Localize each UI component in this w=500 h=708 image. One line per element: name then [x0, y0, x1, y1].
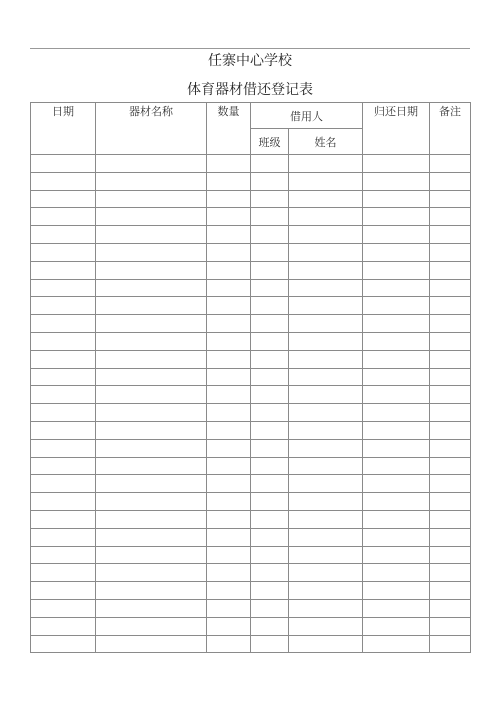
ledger-cell [430, 279, 471, 297]
ledger-cell [363, 243, 430, 261]
ledger-cell [251, 190, 289, 208]
ledger-cell [363, 528, 430, 546]
ledger-row [31, 172, 471, 190]
ledger-cell [207, 350, 251, 368]
ledger-cell [96, 208, 207, 226]
ledger-cell [207, 582, 251, 600]
ledger-cell [31, 582, 96, 600]
ledger-cell [207, 172, 251, 190]
ledger-cell [251, 404, 289, 422]
ledger-cell [363, 582, 430, 600]
ledger-cell [31, 439, 96, 457]
ledger-cell [251, 528, 289, 546]
ledger-cell [363, 457, 430, 475]
ledger-cell [289, 457, 363, 475]
ledger-row [31, 315, 471, 333]
ledger-cell [251, 297, 289, 315]
ledger-cell [430, 172, 471, 190]
ledger-cell [251, 368, 289, 386]
ledger-cell [289, 190, 363, 208]
ledger-cell [207, 617, 251, 635]
ledger-cell [289, 315, 363, 333]
ledger-cell [430, 528, 471, 546]
ledger-cell [363, 279, 430, 297]
col-header-quantity: 数量 [207, 103, 251, 155]
ledger-row [31, 243, 471, 261]
ledger-cell [96, 350, 207, 368]
ledger-cell [289, 279, 363, 297]
ledger-cell [430, 297, 471, 315]
ledger-cell [251, 261, 289, 279]
ledger-cell [363, 421, 430, 439]
ledger-cell [31, 457, 96, 475]
ledger-cell [96, 493, 207, 511]
ledger-cell [207, 493, 251, 511]
ledger-cell [251, 439, 289, 457]
ledger-cell [207, 155, 251, 173]
ledger-cell [289, 599, 363, 617]
ledger-cell [363, 439, 430, 457]
ledger-cell [289, 297, 363, 315]
ledger-cell [31, 350, 96, 368]
ledger-cell [251, 599, 289, 617]
ledger-cell [31, 599, 96, 617]
ledger-cell [289, 546, 363, 564]
ledger-cell [289, 208, 363, 226]
ledger-cell [251, 386, 289, 404]
ledger-row [31, 635, 471, 653]
ledger-cell [430, 386, 471, 404]
ledger-cell [363, 599, 430, 617]
ledger-cell [31, 510, 96, 528]
ledger-cell [251, 546, 289, 564]
ledger-cell [289, 510, 363, 528]
ledger-row [31, 279, 471, 297]
ledger-cell [363, 617, 430, 635]
ledger-cell [96, 510, 207, 528]
ledger-cell [207, 297, 251, 315]
ledger-cell [430, 243, 471, 261]
ledger-cell [430, 510, 471, 528]
ledger-cell [207, 226, 251, 244]
ledger-cell [31, 332, 96, 350]
ledger-cell [251, 421, 289, 439]
ledger-cell [96, 315, 207, 333]
ledger-cell [31, 617, 96, 635]
ledger-cell [96, 635, 207, 653]
ledger-cell [430, 332, 471, 350]
ledger-row [31, 421, 471, 439]
ledger-cell [430, 617, 471, 635]
ledger-cell [96, 368, 207, 386]
ledger-cell [363, 315, 430, 333]
ledger-cell [363, 475, 430, 493]
ledger-cell [207, 208, 251, 226]
ledger-cell [96, 243, 207, 261]
ledger-cell [363, 386, 430, 404]
col-header-remarks: 备注 [430, 103, 471, 155]
ledger-cell [96, 617, 207, 635]
col-header-borrower-name: 姓名 [289, 129, 363, 155]
ledger-cell [289, 243, 363, 261]
ledger-cell [207, 332, 251, 350]
ledger-cell [96, 155, 207, 173]
ledger-cell [96, 404, 207, 422]
ledger-row [31, 261, 471, 279]
ledger-cell [207, 386, 251, 404]
school-name: 任寨中心学校 [208, 53, 292, 69]
ledger-cell [430, 208, 471, 226]
ledger-cell [31, 368, 96, 386]
ledger-cell [207, 528, 251, 546]
ledger-cell [363, 493, 430, 511]
ledger-cell [363, 155, 430, 173]
ledger-cell [207, 279, 251, 297]
ledger-cell [31, 297, 96, 315]
ledger-cell [207, 368, 251, 386]
ledger-cell [430, 155, 471, 173]
ledger-cell [31, 475, 96, 493]
ledger-cell [430, 368, 471, 386]
ledger-cell [251, 510, 289, 528]
ledger-row [31, 386, 471, 404]
ledger-cell [430, 457, 471, 475]
ledger-cell [430, 635, 471, 653]
ledger-row [31, 510, 471, 528]
ledger-cell [289, 155, 363, 173]
ledger-cell [31, 315, 96, 333]
ledger-cell [430, 439, 471, 457]
ledger-cell [363, 510, 430, 528]
ledger-cell [31, 546, 96, 564]
ledger-cell [363, 190, 430, 208]
ledger-cell [96, 439, 207, 457]
ledger-cell [207, 421, 251, 439]
form-title: 体育器材借还登记表 [187, 82, 313, 98]
ledger-row [31, 564, 471, 582]
ledger-row [31, 350, 471, 368]
ledger-cell [207, 190, 251, 208]
ledger-cell [251, 315, 289, 333]
ledger-cell [96, 332, 207, 350]
ledger-cell [31, 564, 96, 582]
ledger-cell [289, 421, 363, 439]
ledger-row [31, 546, 471, 564]
ledger-cell [31, 261, 96, 279]
ledger-cell [31, 155, 96, 173]
ledger-cell [251, 350, 289, 368]
ledger-cell [96, 297, 207, 315]
ledger-cell [289, 439, 363, 457]
ledger-cell [251, 155, 289, 173]
equipment-ledger-table [30, 102, 471, 653]
col-header-date: 日期 [31, 103, 96, 155]
col-header-equipment-name: 器材名称 [96, 103, 207, 155]
ledger-cell [31, 243, 96, 261]
ledger-row [31, 457, 471, 475]
ledger-cell [251, 582, 289, 600]
ledger-cell [96, 226, 207, 244]
ledger-cell [96, 546, 207, 564]
ledger-cell [251, 457, 289, 475]
ledger-cell [289, 493, 363, 511]
ledger-cell [251, 635, 289, 653]
ledger-cell [289, 261, 363, 279]
ledger-cell [251, 226, 289, 244]
ledger-row [31, 493, 471, 511]
ledger-cell [430, 350, 471, 368]
ledger-cell [363, 368, 430, 386]
ledger-cell [251, 172, 289, 190]
ledger-row [31, 617, 471, 635]
ledger-cell [289, 350, 363, 368]
ledger-cell [96, 279, 207, 297]
ledger-row [31, 439, 471, 457]
ledger-cell [207, 564, 251, 582]
ledger-cell [289, 404, 363, 422]
ledger-cell [207, 599, 251, 617]
ledger-cell [289, 332, 363, 350]
ledger-cell [430, 421, 471, 439]
ledger-cell [207, 404, 251, 422]
ledger-cell [289, 564, 363, 582]
ledger-cell [430, 546, 471, 564]
ledger-cell [289, 582, 363, 600]
ledger-cell [31, 493, 96, 511]
ledger-cell [363, 546, 430, 564]
ledger-cell [31, 386, 96, 404]
ledger-cell [96, 421, 207, 439]
ledger-cell [31, 208, 96, 226]
ledger-cell [31, 279, 96, 297]
col-header-return-date: 归还日期 [363, 103, 430, 155]
ledger-cell [289, 368, 363, 386]
ledger-cell [96, 564, 207, 582]
ledger-row [31, 208, 471, 226]
ledger-row [31, 155, 471, 173]
ledger-cell [251, 279, 289, 297]
ledger-cell [96, 386, 207, 404]
ledger-cell [207, 457, 251, 475]
ledger-cell [31, 528, 96, 546]
ledger-cell [430, 475, 471, 493]
col-header-borrower: 借用人 [251, 103, 363, 129]
ledger-cell [363, 635, 430, 653]
ledger-cell [430, 226, 471, 244]
ledger-cell [363, 564, 430, 582]
ledger-cell [289, 617, 363, 635]
ledger-cell [31, 635, 96, 653]
ledger-cell [251, 493, 289, 511]
ledger-cell [363, 261, 430, 279]
ledger-cell [363, 404, 430, 422]
ledger-cell [363, 332, 430, 350]
ledger-cell [289, 226, 363, 244]
ledger-cell [430, 582, 471, 600]
ledger-cell [363, 297, 430, 315]
ledger-cell [31, 404, 96, 422]
ledger-cell [96, 475, 207, 493]
ledger-cell [430, 564, 471, 582]
ledger-cell [207, 243, 251, 261]
ledger-cell [31, 190, 96, 208]
ledger-row [31, 404, 471, 422]
ledger-cell [430, 404, 471, 422]
ledger-cell [363, 226, 430, 244]
ledger-cell [289, 635, 363, 653]
ledger-cell [289, 475, 363, 493]
ledger-row [31, 528, 471, 546]
ledger-cell [363, 208, 430, 226]
ledger-row [31, 475, 471, 493]
ledger-row [31, 226, 471, 244]
ledger-cell [251, 475, 289, 493]
ledger-cell [363, 172, 430, 190]
ledger-cell [207, 475, 251, 493]
ledger-cell [31, 226, 96, 244]
ledger-cell [96, 582, 207, 600]
col-header-borrower-class: 班级 [251, 129, 289, 155]
ledger-cell [207, 546, 251, 564]
ledger-cell [96, 528, 207, 546]
ledger-cell [251, 208, 289, 226]
ledger-cell [430, 315, 471, 333]
ledger-cell [96, 457, 207, 475]
ledger-cell [207, 635, 251, 653]
ledger-cell [31, 172, 96, 190]
ledger-cell [363, 350, 430, 368]
ledger-cell [430, 261, 471, 279]
ledger-row [31, 368, 471, 386]
ledger-cell [289, 528, 363, 546]
ledger-row [31, 297, 471, 315]
ledger-cell [430, 190, 471, 208]
ledger-row [31, 190, 471, 208]
ledger-cell [96, 261, 207, 279]
ledger-row [31, 332, 471, 350]
ledger-cell [289, 172, 363, 190]
ledger-cell [251, 332, 289, 350]
ledger-cell [289, 386, 363, 404]
ledger-cell [430, 599, 471, 617]
ledger-cell [430, 493, 471, 511]
ledger-body [31, 155, 471, 653]
ledger-row [31, 582, 471, 600]
ledger-cell [96, 599, 207, 617]
ledger-cell [207, 315, 251, 333]
ledger-cell [31, 421, 96, 439]
ledger-cell [251, 243, 289, 261]
ledger-cell [207, 510, 251, 528]
ledger-cell [251, 564, 289, 582]
ledger-cell [96, 172, 207, 190]
ledger-cell [207, 439, 251, 457]
top-rule [30, 48, 470, 49]
ledger-cell [96, 190, 207, 208]
ledger-row [31, 599, 471, 617]
ledger-cell [251, 617, 289, 635]
ledger-cell [207, 261, 251, 279]
